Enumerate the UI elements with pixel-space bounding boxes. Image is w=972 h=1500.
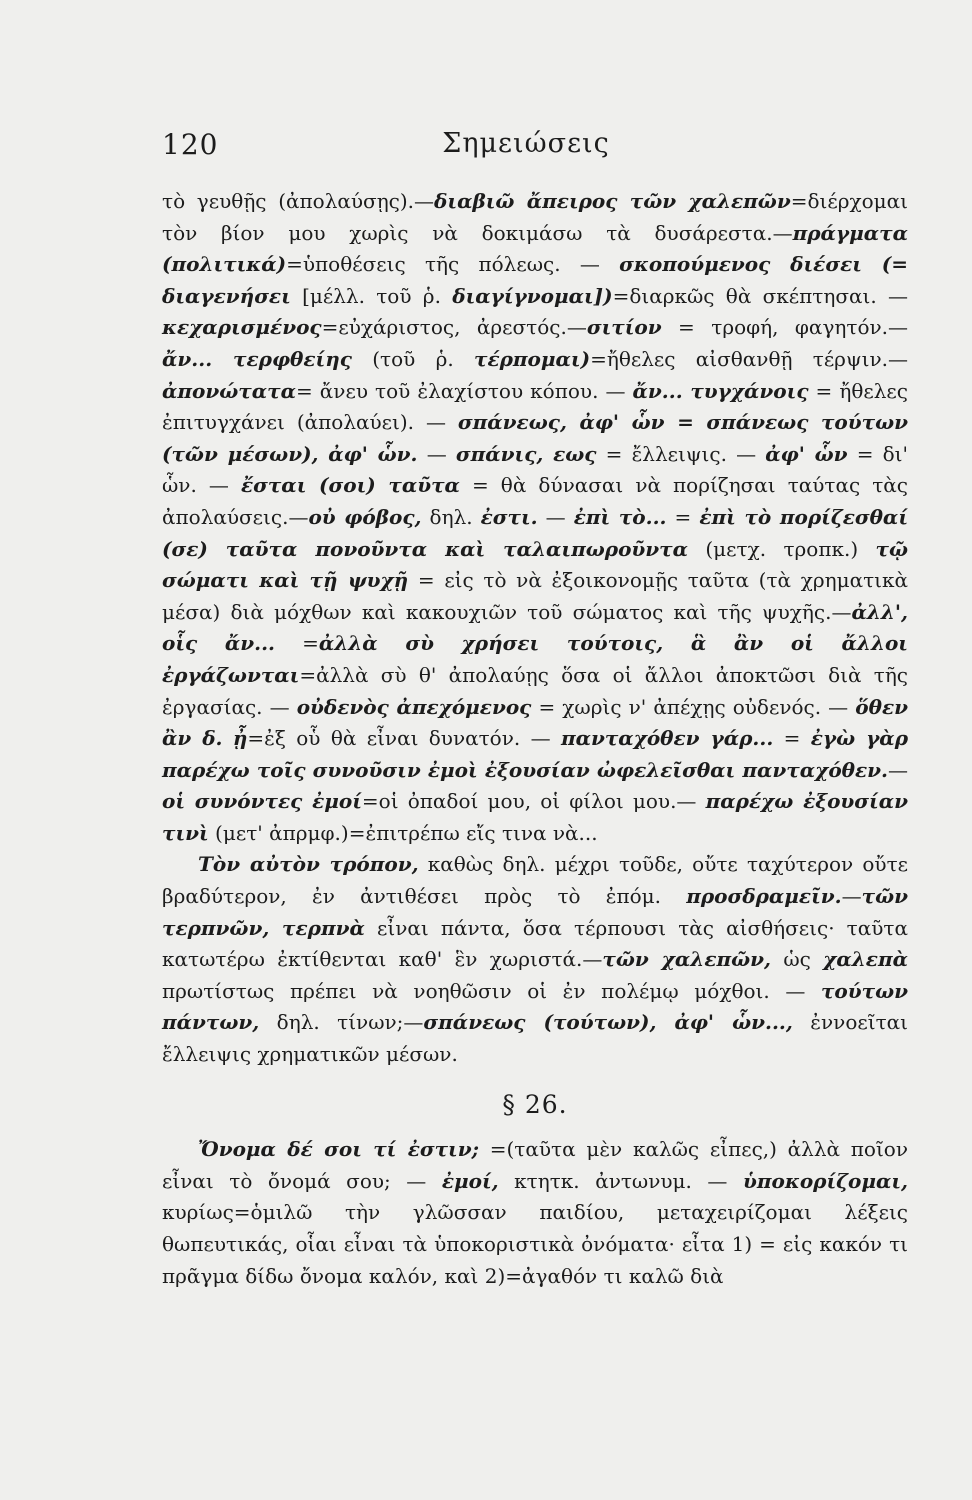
lemma-term: ἄν... τυγχάνοις bbox=[632, 378, 809, 403]
note-text: — bbox=[537, 504, 574, 529]
lemma-term: κεχαρισμένος bbox=[162, 315, 322, 340]
lemma-term: ἐστι. bbox=[480, 504, 538, 529]
lemma-term: οὐ φόβος, bbox=[308, 504, 422, 529]
lemma-term: σπάνεως, ἀφ' ὧν = σπάνεως τούτων (τῶν μέσων), ἀφ' ὧν. bbox=[162, 410, 908, 466]
note-paragraph bbox=[162, 849, 908, 1070]
lemma-term: ἀπονώτατα bbox=[162, 378, 296, 403]
lemma-term: ὑποκορίζομαι, bbox=[742, 1168, 909, 1193]
lemma-term: διαγίγνομαι]) bbox=[452, 283, 613, 308]
lemma-term: ἄν... τερφθείης bbox=[162, 346, 352, 371]
section-heading: § 26. bbox=[502, 1089, 568, 1119]
lemma-term: ἔσται (σοι) ταῦτα bbox=[240, 473, 460, 498]
note-text: (τοῦ ῥ. bbox=[351, 346, 474, 371]
note-text: κτητκ. ἀντωνυμ. — bbox=[498, 1168, 743, 1193]
lemma-term: Ὄνομα δέ σοι τί ἐστιν; bbox=[198, 1137, 479, 1162]
lemma-term: τῶν χαλεπῶν, bbox=[602, 947, 772, 972]
lemma-term: ἀλλ', οἷς ἄν... bbox=[162, 599, 908, 656]
note-text: =(ταῦτα μὲν καλῶς εἶπες,) ἀλλὰ ποῖον εἶναι τὸ ὄνομά σου; — bbox=[162, 1137, 908, 1193]
lemma-term: ἐπὶ τὸ πορίζεσθαί (σε) ταῦτα πονοῦντα καὶ ταλαιπωροῦντα bbox=[162, 504, 908, 561]
note-text: δηλ. τίνων;— bbox=[259, 1010, 424, 1035]
note-text: κυρίως=ὁμιλῶ τὴν γλῶσσαν παιδίου, μεταχειρίζομαι λέξεις θωπευτικάς, οἷαι εἶναι τὰ ὑποκοριστικὰ ὀνόματα· εἶτα 1) = εἰς κακόν τι πρᾶγμα δίδω ὄνομα καλόν, καὶ 2)=ἀγαθόν τι καλῶ διὰ bbox=[162, 1200, 908, 1288]
note-text: τὸ γευθῇς (ἀπολαύσῃς).— bbox=[162, 189, 435, 213]
page-number: 120 bbox=[162, 128, 219, 161]
notes-before-section bbox=[162, 186, 908, 1071]
note-text: =ἐξ οὗ θὰ εἶναι δυνατόν. — bbox=[247, 726, 561, 751]
lemma-term: προσδραμεῖν. bbox=[686, 884, 842, 909]
running-title: Σημειώσεις bbox=[442, 128, 610, 159]
note-text: = bbox=[773, 726, 811, 751]
note-text: = δι' ὧν. — bbox=[162, 441, 909, 498]
note-paragraph bbox=[162, 186, 908, 849]
lemma-term: σκοπούμενος διέσει (= διαγενήσει bbox=[162, 252, 909, 308]
note-text: = ἤθελες ἐπιτυγχάνει (ἀπολαύει). — bbox=[162, 378, 908, 435]
note-text: =εὐχάριστος, ἀρεστός.— bbox=[321, 315, 587, 340]
note-text: = ἔλλειψις. — bbox=[596, 441, 766, 466]
lemma-term: τῶν τερπνῶν, τερπνὰ bbox=[162, 884, 908, 940]
note-text: — bbox=[888, 757, 908, 782]
lemma-term: σιτίον bbox=[586, 315, 662, 340]
note-text: δηλ. bbox=[421, 504, 481, 529]
lemma-term: τῷ σώματι καὶ τῇ ψυχῇ bbox=[162, 536, 908, 593]
note-text: ἐννοεῖται ἔλλειψις χρηματικῶν μέσων. bbox=[162, 1010, 908, 1067]
lemma-term: τούτων πάντων, bbox=[162, 978, 908, 1035]
note-text: = θὰ δύνασαι νὰ πορίζησαι ταύτας τὰς ἀπολαύσεις.— bbox=[162, 473, 909, 529]
lemma-term: οὐδενὸς ἀπεχόμενος bbox=[296, 694, 532, 719]
note-text: =οἱ ὀπαδοί μου, οἱ φίλοι μου.— bbox=[361, 789, 706, 814]
note-text bbox=[223, 726, 233, 750]
note-text: =διαρκῶς θὰ σκέπτησαι. — bbox=[612, 283, 908, 308]
page-header bbox=[0, 118, 972, 168]
lemma-term: ἀλλὰ σὺ χρήσει τούτοις, ἃ ἂν οἱ ἄλλοι ἐργάζωνται bbox=[162, 631, 908, 687]
lemma-term: πράγματα (πολιτικά) bbox=[162, 220, 908, 277]
lemma-term: πανταχόθεν γάρ... bbox=[560, 726, 774, 751]
note-paragraph bbox=[162, 1134, 908, 1292]
lemma-term: οἱ συνόντες ἐμοί bbox=[162, 789, 362, 814]
lemma-term: ἐπὶ τὸ... bbox=[573, 504, 667, 529]
body-text bbox=[162, 186, 908, 1292]
note-text: καθὼς δηλ. μέχρι τοῦδε, οὔτε ταχύτερον οὔτε βραδύτερον, ἐν ἀντιθέσει πρὸς τὸ ἐπόμ. bbox=[162, 852, 908, 909]
lemma-term: ἐγὼ γὰρ παρέχω τοῖς συνοῦσιν ἐμοὶ ἐξουσίαν ὠφελεῖσθαι πανταχόθεν. bbox=[162, 726, 908, 782]
note-text: = bbox=[666, 504, 700, 529]
lemma-term: Τὸν αὐτὸν τρόπον, bbox=[198, 852, 419, 877]
lemma-term: ἀφ' ὧν bbox=[765, 441, 848, 466]
lemma-term: ᾖ bbox=[232, 726, 248, 751]
note-text: — bbox=[417, 441, 456, 466]
lemma-term: χαλεπὰ bbox=[823, 947, 908, 972]
note-text: = ἄνευ τοῦ ἐλαχίστου κόπου. — bbox=[295, 378, 633, 403]
note-text: — bbox=[841, 884, 862, 909]
note-text: = τροφή, φαγητόν.— bbox=[661, 315, 908, 340]
note-text: [μέλλ. τοῦ ῥ. bbox=[290, 283, 453, 308]
lemma-term: σπάνεως (τούτων), ἀφ' ὧν..., bbox=[423, 1010, 793, 1035]
note-text: πρωτίστως πρέπει νὰ νοηθῶσιν οἱ ἐν πολέμῳ μόχθοι. — bbox=[162, 978, 821, 1003]
note-text: ὡς bbox=[771, 947, 824, 972]
note-text: = χωρὶς ν' ἀπέχῃς οὐδενός. — bbox=[531, 694, 856, 719]
lemma-term: ὅθεν ἂν δ. bbox=[162, 694, 908, 751]
note-text: =ἀλλὰ σὺ θ' ἀπολαύῃς ὅσα οἱ ἄλλοι ἀποκτῶσι διὰ τῆς ἐργασίας. — bbox=[162, 662, 908, 719]
note-text: (μετ' ἀπρμφ.)=ἐπιτρέπω εἴς τινα νὰ... bbox=[208, 820, 598, 845]
note-text: (μετχ. τροπκ.) bbox=[688, 536, 876, 561]
lemma-term: παρέχω ἐξουσίαν τινὶ bbox=[162, 789, 908, 845]
notes-after-section bbox=[162, 1134, 908, 1292]
note-text: = εἰς τὸ νὰ ἐξοικονομῇς ταῦτα (τὰ χρηματικὰ μέσα) διὰ μόχθων καὶ κακουχιῶν τοῦ σώματος καὶ τῆς ψυχῆς.— bbox=[162, 568, 908, 624]
lemma-term: ἐμοί, bbox=[441, 1168, 499, 1193]
note-text: =ὑποθέσεις τῆς πόλεως. — bbox=[286, 252, 620, 277]
note-text: εἶναι πάντα, ὅσα τέρπουσι τὰς αἰσθήσεις· ταῦτα κατωτέρω ἐκτίθενται καθ' ἓν χωριστά.— bbox=[162, 915, 908, 972]
lemma-term: τέρπομαι) bbox=[474, 346, 591, 371]
note-text: =διέρχομαι τὸν βίον μου χωρὶς νὰ δοκιμάσω τὰ δυσάρεστα.— bbox=[162, 189, 908, 245]
note-text: =ἤθελες αἰσθανθῇ τέρψιν.— bbox=[590, 346, 908, 371]
lemma-term: σπάνις, εως bbox=[455, 441, 597, 466]
lemma-term: διαβιῶ ἄπειρος τῶν χαλεπῶν bbox=[434, 189, 791, 213]
note-text: = bbox=[275, 631, 319, 656]
